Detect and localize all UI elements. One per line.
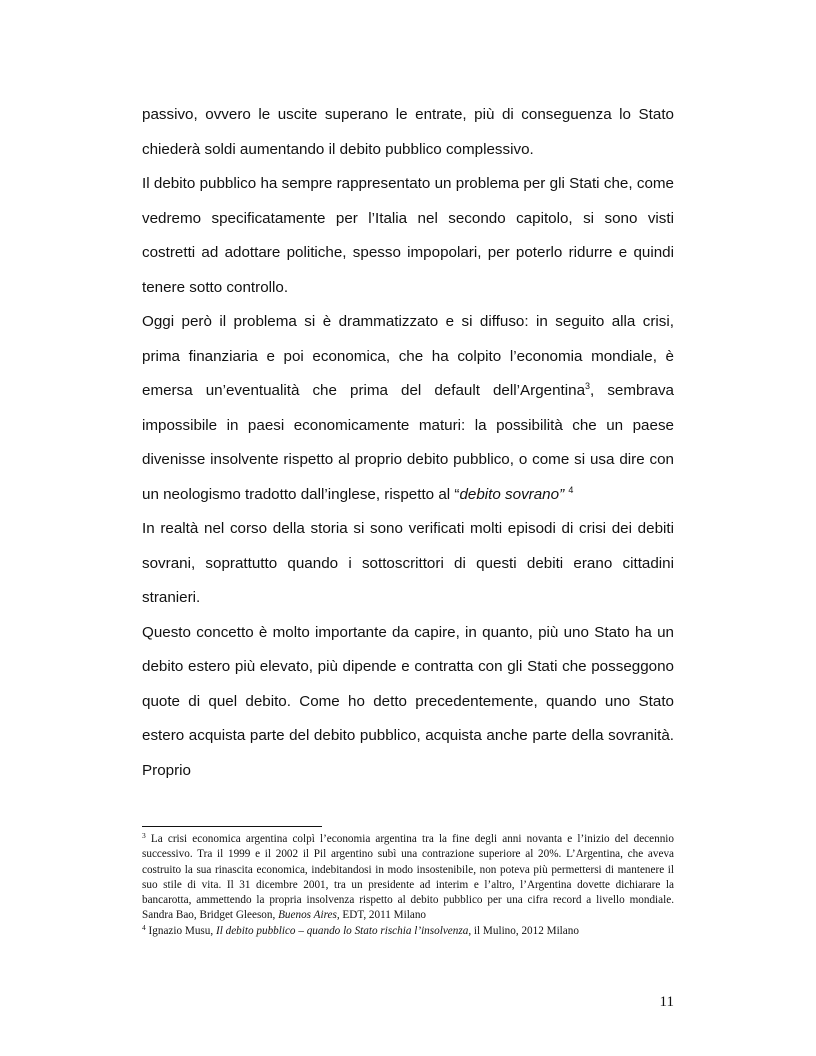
footnote <box>142 832 674 924</box>
italic-term: debito sovrano” <box>459 485 565 503</box>
footnote-text: La crisi economica argentina colpì l’economia argentina tra la fine degli anni novanta e l’inizio del decennio successivo. Tra il 1999 e il 2002 il Pil argentino subì una contrazione superiore al 20%. L’Argentina, che aveva costruito la sua rinascita economica, indebitandosi in modo insostenibile, non poteva più permettersi di mantenere il suo stile di vita. Il 31 dicembre 2001, tra un presidente ad interim e l’altro, l’Argentina dovette dichiarare la bancarotta, ammettendo la propria insolvenza rispetto al debito pubblico per una cifra record a livello mondiale. Sandra Bao, Bridget Gleeson, <box>142 833 674 922</box>
footnote-reference[interactable]: 3 <box>585 381 591 391</box>
footnotes <box>142 832 674 939</box>
paragraph <box>142 305 674 512</box>
footnote-italic-title: Il debito pubblico – quando lo Stato rischia l’insolvenza <box>215 924 469 937</box>
paragraph-text: Oggi però il problema si è drammatizzato e si diffuso: in seguito alla crisi, prima finanziaria e poi economica, che ha colpito l’economia mondiale, è emersa un’eventualità che prima del default dell’Argentina <box>142 313 674 399</box>
paragraph: Il debito pubblico ha sempre rappresentato un problema per gli Stati che, come vedremo specificatamente per l’Italia nel secondo capitolo, si sono visti costretti ad adottare politiche, spesso impopolari, per poterlo ridurre e quindi tenere sotto controllo. <box>142 175 674 296</box>
footnote-text: Ignazio Musu, <box>148 924 216 937</box>
page-number: 11 <box>659 994 674 1010</box>
footnote-reference[interactable]: 4 <box>568 484 574 495</box>
paragraph: In realtà nel corso della storia si sono verificati molti episodi di crisi dei debiti sovrani, soprattutto quando i sottoscrittori di questi debiti erano cittadini stranieri. <box>142 520 674 606</box>
footnote-divider <box>142 826 322 827</box>
footnote <box>142 924 674 939</box>
body-text <box>142 98 674 788</box>
footnote-text: EDT, 2011 Milano <box>339 909 427 922</box>
paragraph-text: , sembrava impossibile in paesi economicamente maturi: la possibilità che un paese divenisse insolvente rispetto al proprio debito pubblico, o come si usa dire con un neologismo tradotto dall’inglese, rispetto al “ <box>142 382 674 503</box>
paragraph: Questo concetto è molto importante da capire, in quanto, più uno Stato ha un debito estero più elevato, più dipende e contratta con gli Stati che posseggono quote di quel debito. Come ho detto precedentemente, quando uno Stato estero acquista parte del debito pubblico, acquista anche parte della sovranità. Proprio <box>142 623 674 779</box>
footnote-number: 3 <box>142 831 146 840</box>
footnote-italic-title: Buenos Aires, <box>278 909 340 922</box>
footnote-number: 4 <box>142 922 146 932</box>
paragraph: passivo, ovvero le uscite superano le entrate, più di conseguenza lo Stato chiederà soldi aumentando il debito pubblico complessivo. <box>142 106 674 158</box>
footnote-text: , il Mulino, 2012 Milano <box>468 924 579 937</box>
